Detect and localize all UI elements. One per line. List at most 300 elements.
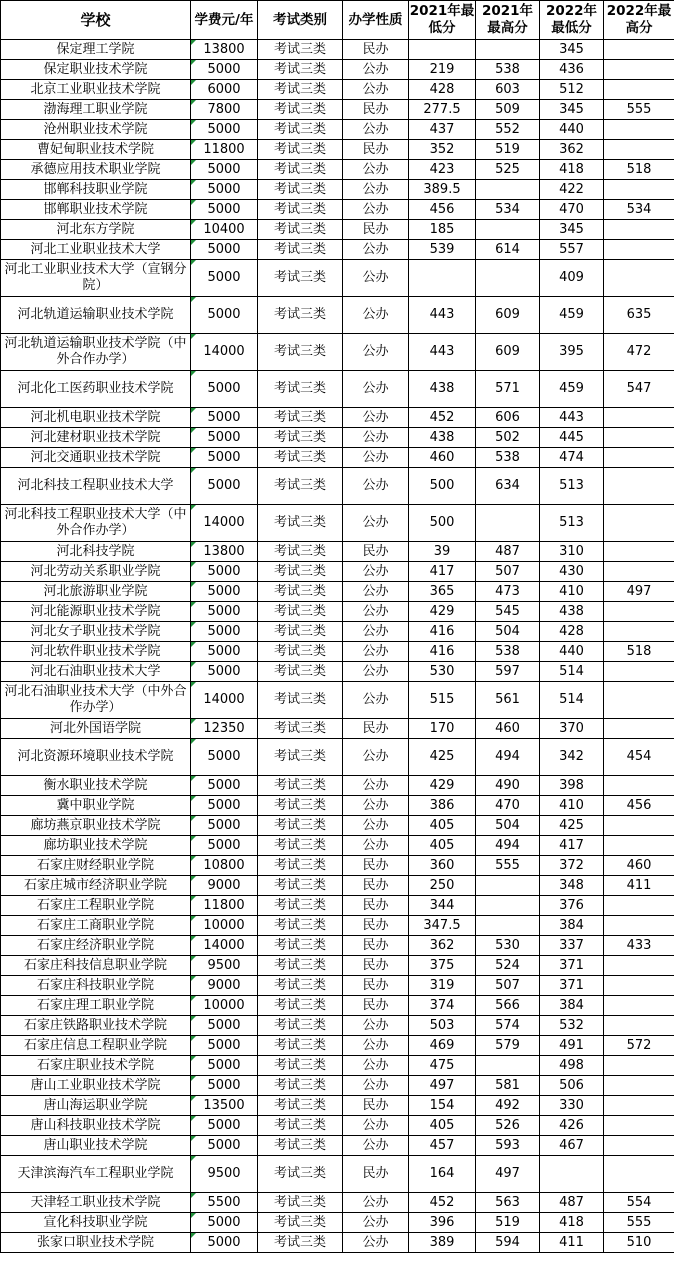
cell-max-2021: 566 [476,996,540,1016]
table-row [1,260,674,297]
cell-max-2022: 635 [604,297,674,334]
cell-fee: 5000 [191,1116,258,1136]
cell-max-2021: 581 [476,1076,540,1096]
cell-min-2022: 459 [540,371,604,408]
table-row [1,776,674,796]
cell-max-2022 [604,916,674,936]
cell-exam-type: 考试三类 [258,662,343,682]
cell-exam-type: 考试三类 [258,1076,343,1096]
cell-min-2021 [409,40,476,60]
cell-exam-type: 考试三类 [258,100,343,120]
cell-exam-type: 考试三类 [258,220,343,240]
cell-min-2022: 428 [540,622,604,642]
cell-max-2021: 490 [476,776,540,796]
cell-exam-type: 考试三类 [258,297,343,334]
cell-min-2022: 532 [540,1016,604,1036]
cell-max-2022 [604,40,674,60]
cell-school: 河北劳动关系职业学院 [1,562,191,582]
cell-max-2021 [476,40,540,60]
cell-fee: 5000 [191,776,258,796]
cell-school: 唐山海运职业学院 [1,1096,191,1116]
cell-school: 河北科技学院 [1,542,191,562]
cell-min-2022: 470 [540,200,604,220]
cell-school: 石家庄铁路职业技术学院 [1,1016,191,1036]
cell-min-2021: 250 [409,876,476,896]
cell-exam-type: 考试三类 [258,916,343,936]
cell-max-2021: 504 [476,816,540,836]
cell-max-2021: 460 [476,719,540,739]
cell-exam-type: 考试三类 [258,719,343,739]
cell-max-2022 [604,120,674,140]
cell-exam-type: 考试三类 [258,1233,343,1253]
cell-fee: 5000 [191,260,258,297]
table-row [1,542,674,562]
cell-fee: 5000 [191,408,258,428]
cell-min-2021: 389.5 [409,180,476,200]
cell-max-2022: 411 [604,876,674,896]
cell-school: 曹妃甸职业技术学院 [1,140,191,160]
cell-max-2021: 470 [476,796,540,816]
cell-max-2021: 538 [476,448,540,468]
cell-fee: 5000 [191,1233,258,1253]
cell-min-2022: 512 [540,80,604,100]
cell-nature: 公办 [343,260,409,297]
cell-min-2022: 370 [540,719,604,739]
cell-min-2022: 372 [540,856,604,876]
cell-exam-type: 考试三类 [258,428,343,448]
cell-exam-type: 考试三类 [258,622,343,642]
cell-max-2022: 456 [604,796,674,816]
cell-school: 承德应用技术职业学院 [1,160,191,180]
table-row [1,120,674,140]
cell-min-2021: 375 [409,956,476,976]
header-max-2021: 2021年最高分 [476,1,540,40]
cell-nature: 民办 [343,1096,409,1116]
table-row [1,996,674,1016]
table-row [1,1056,674,1076]
cell-exam-type: 考试三类 [258,1056,343,1076]
cell-fee: 5000 [191,240,258,260]
table-row [1,1116,674,1136]
cell-max-2022 [604,448,674,468]
cell-max-2022 [604,1136,674,1156]
cell-max-2022: 555 [604,1213,674,1233]
cell-fee: 5000 [191,1056,258,1076]
cell-fee: 5000 [191,796,258,816]
cell-fee: 5000 [191,582,258,602]
cell-fee: 5000 [191,1016,258,1036]
cell-nature: 公办 [343,1116,409,1136]
cell-school: 河北女子职业技术学院 [1,622,191,642]
cell-min-2021: 423 [409,160,476,180]
cell-min-2022: 440 [540,120,604,140]
cell-school: 河北能源职业技术学院 [1,602,191,622]
cell-min-2021: 475 [409,1056,476,1076]
cell-min-2022: 491 [540,1036,604,1056]
cell-fee: 13800 [191,542,258,562]
cell-fee: 5000 [191,1076,258,1096]
cell-min-2022: 513 [540,468,604,505]
cell-nature: 公办 [343,1016,409,1036]
cell-exam-type: 考试三类 [258,682,343,719]
cell-min-2022: 474 [540,448,604,468]
cell-nature: 公办 [343,297,409,334]
table-row [1,976,674,996]
cell-school: 沧州职业技术学院 [1,120,191,140]
cell-min-2022: 438 [540,602,604,622]
cell-school: 保定职业技术学院 [1,60,191,80]
cell-school: 河北科技工程职业技术大学 [1,468,191,505]
cell-exam-type: 考试三类 [258,1036,343,1056]
cell-max-2021: 563 [476,1193,540,1213]
cell-fee: 5000 [191,642,258,662]
cell-school: 石家庄财经职业学院 [1,856,191,876]
cell-nature: 公办 [343,836,409,856]
cell-fee: 14000 [191,505,258,542]
cell-nature: 公办 [343,60,409,80]
cell-min-2021: 389 [409,1233,476,1253]
cell-min-2021: 456 [409,200,476,220]
cell-exam-type: 考试三类 [258,856,343,876]
cell-min-2021: 438 [409,371,476,408]
cell-nature: 民办 [343,996,409,1016]
table-row [1,240,674,260]
cell-max-2022: 433 [604,936,674,956]
cell-max-2022: 572 [604,1036,674,1056]
cell-min-2022: 410 [540,796,604,816]
cell-fee: 7800 [191,100,258,120]
cell-fee: 5000 [191,160,258,180]
cell-fee: 11800 [191,140,258,160]
cell-max-2021: 525 [476,160,540,180]
cell-school: 唐山科技职业技术学院 [1,1116,191,1136]
cell-nature: 民办 [343,896,409,916]
cell-exam-type: 考试三类 [258,1136,343,1156]
cell-exam-type: 考试三类 [258,240,343,260]
cell-min-2021: 417 [409,562,476,582]
cell-min-2022: 345 [540,220,604,240]
cell-min-2022: 337 [540,936,604,956]
cell-school: 河北建材职业技术学院 [1,428,191,448]
cell-fee: 9500 [191,1156,258,1193]
cell-min-2022: 514 [540,662,604,682]
header-row [1,1,674,40]
cell-min-2021: 500 [409,468,476,505]
cell-nature: 公办 [343,562,409,582]
cell-school: 河北科技工程职业技术大学（中外合作办学） [1,505,191,542]
table-row [1,297,674,334]
cell-fee: 5000 [191,602,258,622]
cell-max-2021: 609 [476,334,540,371]
cell-nature: 民办 [343,876,409,896]
cell-max-2022 [604,408,674,428]
cell-max-2022 [604,1076,674,1096]
table-row [1,622,674,642]
cell-min-2021: 277.5 [409,100,476,120]
cell-nature: 公办 [343,662,409,682]
cell-max-2021: 634 [476,468,540,505]
cell-exam-type: 考试三类 [258,739,343,776]
cell-max-2021 [476,220,540,240]
cell-nature: 民办 [343,40,409,60]
cell-max-2021: 519 [476,140,540,160]
cell-school: 河北机电职业技术学院 [1,408,191,428]
cell-min-2021: 503 [409,1016,476,1036]
cell-min-2021: 515 [409,682,476,719]
cell-fee: 14000 [191,682,258,719]
table-row [1,1213,674,1233]
cell-exam-type: 考试三类 [258,160,343,180]
table-row [1,200,674,220]
cell-nature: 公办 [343,1076,409,1096]
cell-school: 邯郸科技职业学院 [1,180,191,200]
cell-exam-type: 考试三类 [258,371,343,408]
cell-exam-type: 考试三类 [258,1016,343,1036]
cell-min-2022: 487 [540,1193,604,1213]
cell-max-2021: 571 [476,371,540,408]
cell-exam-type: 考试三类 [258,468,343,505]
cell-fee: 14000 [191,936,258,956]
cell-nature: 公办 [343,622,409,642]
cell-min-2022: 445 [540,428,604,448]
cell-min-2021: 429 [409,602,476,622]
table-row [1,956,674,976]
cell-min-2021 [409,260,476,297]
cell-nature: 公办 [343,180,409,200]
table-row [1,1136,674,1156]
cell-school: 河北石油职业技术大学 [1,662,191,682]
cell-max-2021: 497 [476,1156,540,1193]
cell-school: 河北资源环境职业技术学院 [1,739,191,776]
cell-max-2021 [476,260,540,297]
cell-min-2021: 429 [409,776,476,796]
header-fee: 学费元/年 [191,1,258,40]
cell-fee: 5000 [191,120,258,140]
cell-min-2022: 371 [540,956,604,976]
cell-max-2021 [476,916,540,936]
cell-max-2022 [604,976,674,996]
cell-nature: 公办 [343,1056,409,1076]
cell-max-2022 [604,1096,674,1116]
cell-min-2021: 396 [409,1213,476,1233]
cell-school: 渤海理工职业学院 [1,100,191,120]
cell-min-2021: 416 [409,642,476,662]
cell-max-2022: 555 [604,100,674,120]
cell-max-2022 [604,468,674,505]
cell-max-2022: 547 [604,371,674,408]
cell-max-2021: 530 [476,936,540,956]
cell-fee: 5000 [191,836,258,856]
cell-max-2022 [604,622,674,642]
cell-school: 石家庄工商职业学院 [1,916,191,936]
cell-nature: 公办 [343,428,409,448]
cell-school: 北京工业职业技术学院 [1,80,191,100]
cell-fee: 5000 [191,739,258,776]
cell-min-2021: 170 [409,719,476,739]
cell-school: 河北交通职业技术学院 [1,448,191,468]
cell-fee: 5000 [191,200,258,220]
cell-min-2021: 416 [409,622,476,642]
cell-school: 河北工业职业技术大学（宣钢分院） [1,260,191,297]
cell-nature: 公办 [343,80,409,100]
cell-exam-type: 考试三类 [258,602,343,622]
cell-fee: 13500 [191,1096,258,1116]
cell-fee: 5000 [191,468,258,505]
cell-max-2021: 507 [476,562,540,582]
cell-exam-type: 考试三类 [258,582,343,602]
cell-min-2022: 362 [540,140,604,160]
table-row [1,408,674,428]
cell-exam-type: 考试三类 [258,996,343,1016]
cell-exam-type: 考试三类 [258,776,343,796]
cell-min-2021: 443 [409,297,476,334]
cell-exam-type: 考试三类 [258,1116,343,1136]
cell-max-2022 [604,956,674,976]
cell-school: 河北轨道运输职业技术学院（中外合作办学） [1,334,191,371]
cell-min-2022: 467 [540,1136,604,1156]
cell-min-2022: 348 [540,876,604,896]
cell-min-2021: 219 [409,60,476,80]
cell-exam-type: 考试三类 [258,1096,343,1116]
cell-max-2022 [604,180,674,200]
cell-exam-type: 考试三类 [258,200,343,220]
cell-exam-type: 考试三类 [258,562,343,582]
table-row [1,719,674,739]
cell-exam-type: 考试三类 [258,505,343,542]
cell-min-2022: 557 [540,240,604,260]
cell-max-2022 [604,816,674,836]
table-row [1,916,674,936]
cell-max-2021: 502 [476,428,540,448]
cell-school: 石家庄城市经济职业学院 [1,876,191,896]
table-row [1,602,674,622]
cell-nature: 民办 [343,220,409,240]
cell-max-2021: 507 [476,976,540,996]
cell-min-2022: 411 [540,1233,604,1253]
cell-school: 唐山职业技术学院 [1,1136,191,1156]
cell-nature: 公办 [343,1193,409,1213]
cell-min-2021: 425 [409,739,476,776]
cell-fee: 12350 [191,719,258,739]
cell-min-2022: 426 [540,1116,604,1136]
cell-nature: 公办 [343,582,409,602]
cell-max-2022: 510 [604,1233,674,1253]
cell-max-2022 [604,896,674,916]
table-row [1,1156,674,1193]
cell-max-2022 [604,719,674,739]
table-row [1,1076,674,1096]
table-row [1,1036,674,1056]
table-row [1,220,674,240]
cell-nature: 公办 [343,796,409,816]
cell-fee: 9000 [191,876,258,896]
cell-school: 河北东方学院 [1,220,191,240]
cell-school: 石家庄科技职业学院 [1,976,191,996]
table-row [1,896,674,916]
cell-max-2021: 579 [476,1036,540,1056]
cell-max-2021: 494 [476,836,540,856]
cell-exam-type: 考试三类 [258,40,343,60]
table-row [1,334,674,371]
cell-exam-type: 考试三类 [258,140,343,160]
cell-min-2021: 539 [409,240,476,260]
cell-school: 廊坊职业技术学院 [1,836,191,856]
cell-max-2021: 487 [476,542,540,562]
cell-min-2021: 405 [409,1116,476,1136]
cell-min-2021: 443 [409,334,476,371]
cell-school: 石家庄信息工程职业学院 [1,1036,191,1056]
cell-min-2021: 452 [409,1193,476,1213]
cell-nature: 公办 [343,1213,409,1233]
cell-max-2022 [604,1016,674,1036]
cell-min-2022: 443 [540,408,604,428]
cell-max-2022: 497 [604,582,674,602]
cell-min-2022: 436 [540,60,604,80]
cell-nature: 公办 [343,739,409,776]
header-min-2021: 2021年最低分 [409,1,476,40]
cell-max-2021: 524 [476,956,540,976]
cell-max-2021: 492 [476,1096,540,1116]
table-row [1,448,674,468]
table-row [1,662,674,682]
cell-max-2022 [604,662,674,682]
cell-min-2022: 395 [540,334,604,371]
table-row [1,100,674,120]
cell-min-2021: 457 [409,1136,476,1156]
cell-school: 邯郸职业技术学院 [1,200,191,220]
cell-exam-type: 考试三类 [258,60,343,80]
table-row [1,816,674,836]
cell-max-2021: 538 [476,642,540,662]
cell-fee: 5000 [191,1213,258,1233]
cell-school: 石家庄科技信息职业学院 [1,956,191,976]
cell-max-2021: 538 [476,60,540,80]
cell-max-2022: 518 [604,642,674,662]
cell-min-2021: 460 [409,448,476,468]
cell-min-2022: 422 [540,180,604,200]
cell-school: 河北石油职业技术大学（中外合作办学） [1,682,191,719]
table-row [1,80,674,100]
cell-nature: 公办 [343,334,409,371]
cell-min-2022: 409 [540,260,604,297]
cell-exam-type: 考试三类 [258,408,343,428]
cell-fee: 5000 [191,428,258,448]
cell-min-2022: 513 [540,505,604,542]
table-row [1,796,674,816]
cell-fee: 5000 [191,448,258,468]
cell-min-2021: 469 [409,1036,476,1056]
cell-min-2022: 310 [540,542,604,562]
table-row [1,1233,674,1253]
cell-max-2022 [604,1056,674,1076]
cell-max-2022 [604,542,674,562]
cell-min-2021: 497 [409,1076,476,1096]
cell-max-2021: 509 [476,100,540,120]
table-row [1,682,674,719]
cell-school: 廊坊燕京职业技术学院 [1,816,191,836]
cell-nature: 公办 [343,200,409,220]
cell-nature: 民办 [343,542,409,562]
cell-max-2021: 574 [476,1016,540,1036]
cell-max-2022 [604,505,674,542]
table-row [1,160,674,180]
table-row [1,60,674,80]
cell-max-2022: 460 [604,856,674,876]
cell-nature: 公办 [343,371,409,408]
cell-max-2022 [604,1116,674,1136]
cell-max-2022 [604,260,674,297]
cell-nature: 公办 [343,816,409,836]
